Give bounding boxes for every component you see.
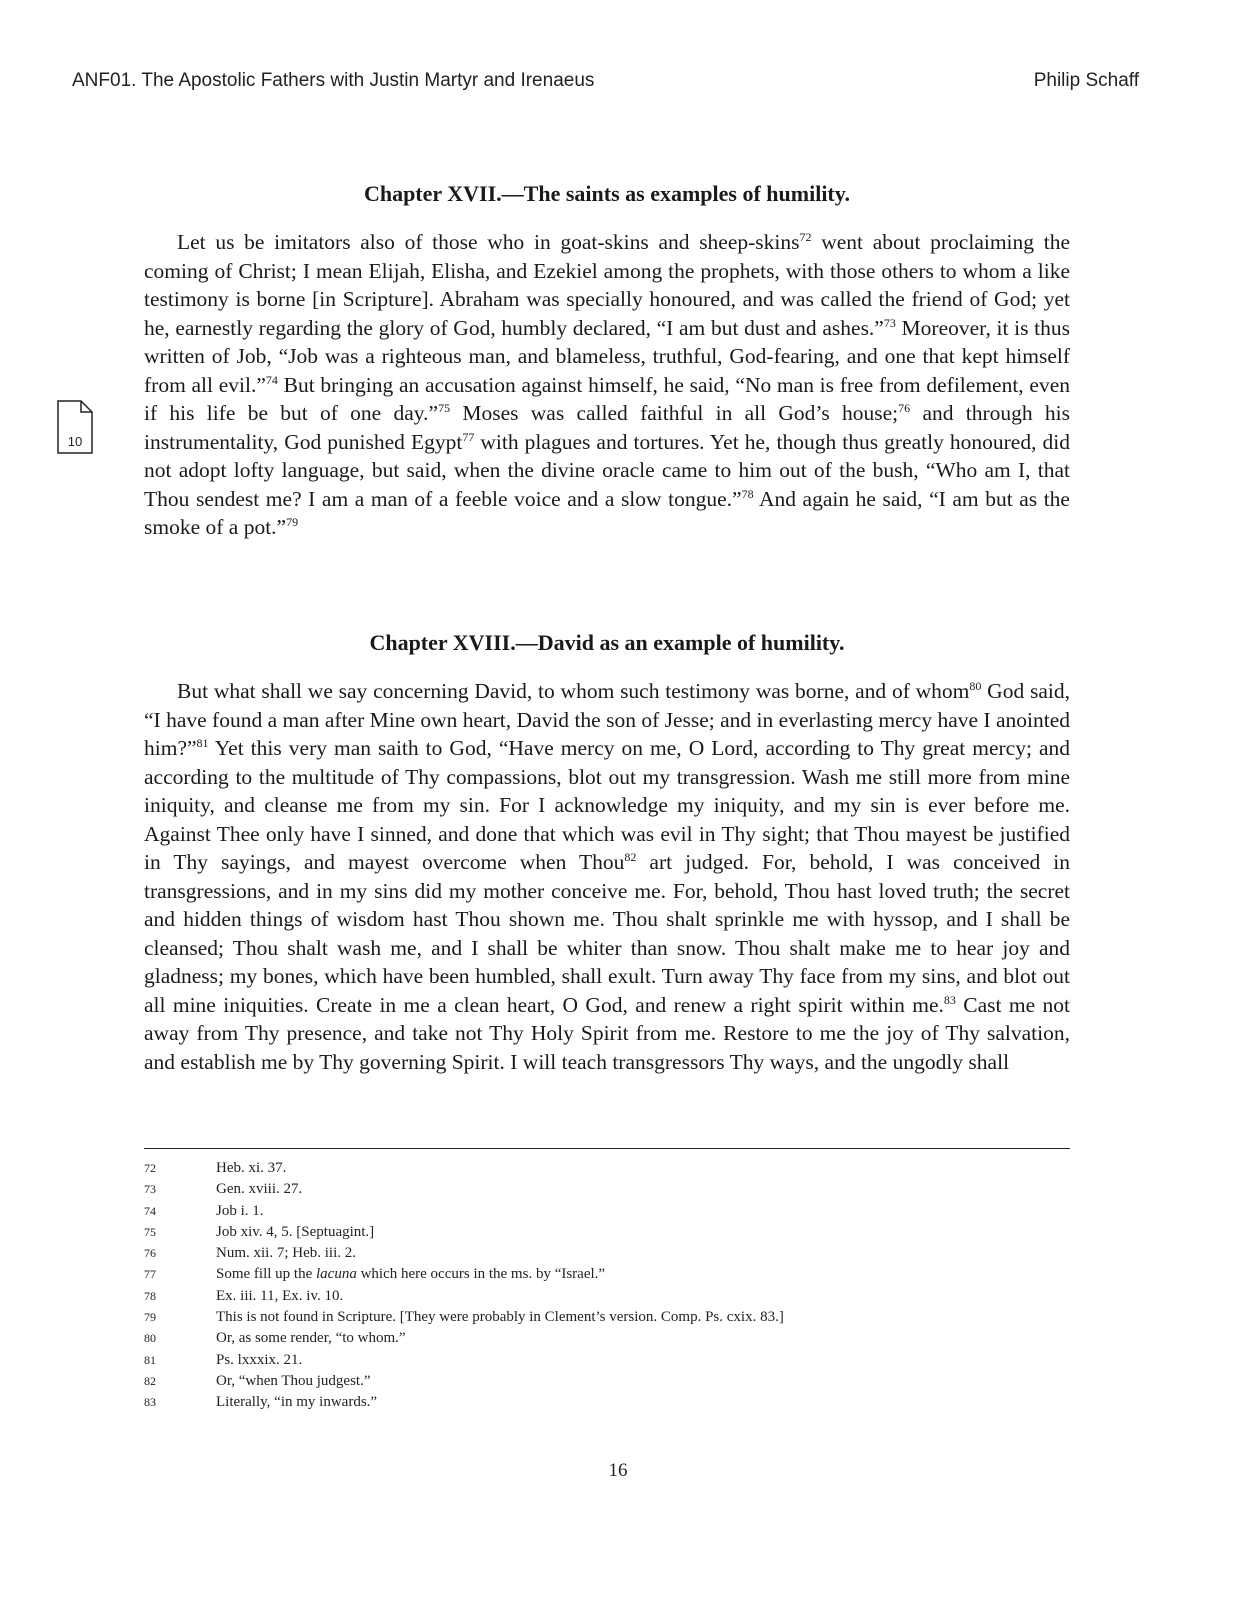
footnote-item [144,1392,1070,1413]
footnote-ref[interactable]: 82 [624,849,637,864]
footnote-number: 73 [144,1182,156,1197]
footnote-text: Some fill up the lacuna which here occurs in the ms. by “Israel.” [216,1266,606,1283]
running-header [72,70,1139,96]
footnote-number: 79 [144,1310,156,1325]
footnote-ref[interactable]: 74 [265,372,278,387]
footnote-text: Or, as some render, “to whom.” [216,1330,406,1347]
chapter-title: Chapter XVIII.—David as an example of humility. [369,630,845,655]
footnote-text: Job i. 1. [216,1202,264,1219]
footnote-ref[interactable]: 81 [196,735,209,750]
footnote-item [144,1371,1070,1392]
footnotes [144,1158,1070,1414]
footnote-ref[interactable]: 73 [883,315,896,330]
footnote-item [144,1222,1070,1243]
footnote-number: 80 [144,1331,156,1346]
footnote-item [144,1264,1070,1285]
chapter-paragraph: But what shall we say concerning David, to whom such testimony was borne, and of whom$^{80}$ God said, “I have found a man after Mine own heart, David the son of Jesse; and in everlasting mercy have I anointed him?”$^{81}$ Yet this very man saith to God, “Have mercy on me, O Lord, according to Thy great mercy; and according to the multitude of Thy compassions, blot out my transgression. Wash me still more from mine iniquity, and cleanse me from my sin. For I acknowledge my iniquity, and my sin is ever before me. Against Thee only have I sinned, and done that which was evil in Thy sight; that Thou mayest be justified in Thy sayings, and mayest overcome when Thou$^{82}$ art judged. For, behold, I was conceived in transgressions, and in my sins did my mother conceive me. For, behold, Thou hast loved truth; the secret and hidden things of wisdom hast Thou shown me. Thou shalt sprinkle me with hyssop, and I shall be cleansed; Thou shalt wash me, and I shall be whiter than snow. Thou shalt make me to hear joy and gladness; my bones, which have been humbled, shall exult. Turn away Thy face from my sins, and blot out all mine iniquities. Create in me a clean heart, O God, and renew a right spirit within me.$^{83}$ Cast me not away from Thy presence, and take not Thy Holy Spirit from me. Restore to me the joy of Thy salvation, and establish me by Thy governing Spirit. I will teach transgressors Thy ways, and the ungodly shall [144,678,1070,1074]
footnote-number: 76 [144,1246,156,1261]
footnote-text: Literally, “in my inwards.” [216,1394,378,1411]
footnote-text: Heb. xi. 37. [216,1160,287,1176]
footnote-ref[interactable]: 77 [462,429,475,444]
footnote-number: 82 [144,1373,156,1388]
footnote-item [144,1350,1070,1371]
page-number: 16 [608,1460,628,1481]
footnote-number: 72 [144,1161,156,1175]
footnote-text: Num. xii. 7; Heb. iii. 2. [216,1245,356,1262]
footnote-ref[interactable]: 75 [438,400,451,415]
footnote-text: Or, “when Thou judgest.” [216,1372,371,1389]
chapter-18 [144,629,1070,1076]
footnote-text: Job xiv. 4, 5. [Septuagint.] [216,1223,375,1240]
chapter-paragraph: Let us be imitators also of those who in goat-skins and sheep-skins$^{72}$ went about proclaiming the coming of Christ; I mean Elijah, Elisha, and Ezekiel among the prophets, with those others to whom a like testimony is borne [in Scripture]. Abraham was specially honoured, and was called the friend of God; yet he, earnestly regarding the glory of God, humbly declared, “I am but dust and ashes.”$^{73}$ Moreover, it is thus written of Job, “Job was a righteous man, and blameless, truthful, God-fearing, and one that kept himself from all evil.”$^{74}$ But bringing an accusation against himself, he said, “No man is free from defilement, even if his life be but of one day.”$^{75}$ Moses was called faithful in all God’s house;$^{76}$ and through his instrumentality, God punished Egypt$^{77}$ with plagues and tortures. Yet he, though thus greatly honoured, did not adopt lofty language, but said, when the divine oracle came to him out of the bush, “Who am I, that Thou sendest me? I am a man of a feeble voice and a slow tongue.”$^{78}$ And again he said, “I am but as the smoke of a pot.”$^{79}$ [144,229,1071,539]
footnote-ref[interactable]: 72 [799,229,812,244]
footnote-item [144,1201,1070,1222]
footnote-number: 83 [144,1395,156,1410]
book-title: ANF01. The Apostolic Fathers with Justin Martyr and Irenaeus [72,70,595,91]
footnote-item [144,1158,1070,1179]
footnote-item [144,1179,1070,1200]
footnote-item [144,1328,1070,1349]
footnote-ref[interactable]: 76 [898,400,911,415]
author-name: Philip Schaff [1033,70,1139,91]
footnote-text: Ex. iii. 11, Ex. iv. 10. [216,1287,344,1304]
footnote-text: Gen. xviii. 27. [216,1181,303,1198]
footnote-ref[interactable]: 79 [286,514,299,529]
footnote-ref[interactable]: 80 [969,678,982,693]
footnote-number: 74 [144,1203,156,1218]
footnote-item [144,1243,1070,1264]
footnote-item [144,1307,1070,1328]
footnote-number: 75 [144,1224,156,1239]
footnote-number: 78 [144,1288,156,1303]
chapter-17 [144,180,1070,542]
chapter-title: Chapter XVII.—The saints as examples of humility. [363,181,851,206]
footnote-number: 77 [144,1267,156,1282]
footnote-ref[interactable]: 78 [741,486,754,501]
footnote-text: Ps. lxxxix. 21. [216,1351,303,1368]
footnote-text: This is not found in Scripture. [They were probably in Clement’s version. Comp. Ps. cxix. 83.] [216,1309,784,1326]
footnote-number: 81 [144,1352,156,1367]
page-marker-number: 10 [67,434,83,449]
page-marker-icon[interactable] [57,400,93,454]
footnote-item [144,1286,1070,1307]
footnote-divider [144,1148,1070,1149]
footnote-ref[interactable]: 83 [943,992,956,1007]
